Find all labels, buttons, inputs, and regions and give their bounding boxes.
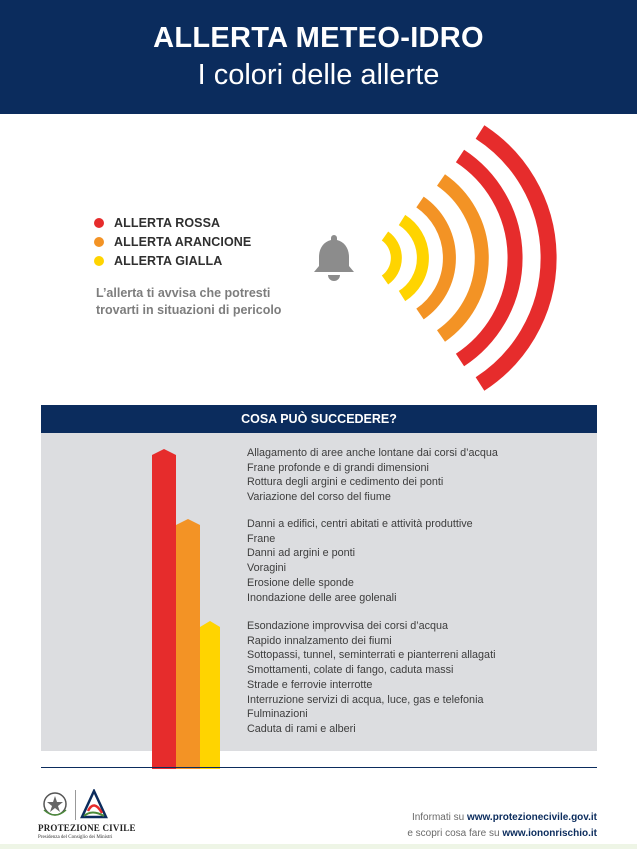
- alert-legend: [94, 213, 251, 270]
- list-item: Fulminazioni: [247, 708, 308, 721]
- yellow-level-bar: [200, 621, 220, 769]
- list-item: Caduta di rami e alberi: [247, 722, 356, 735]
- note-line: L’allerta ti avvisa che potresti: [96, 286, 271, 300]
- list-item: Frane: [247, 532, 276, 545]
- list-item: Danni a edifici, centri abitati e attività produttive: [247, 518, 473, 530]
- list-item: Erosione delle sponde: [247, 576, 354, 589]
- orange-level-bar: [176, 519, 200, 769]
- list-item: Voragini: [247, 562, 287, 575]
- note-line: trovarti in situazioni di pericolo: [96, 303, 282, 317]
- org-name: PROTEZIONE CIVILE: [38, 823, 136, 833]
- alert-signal-waves: [320, 120, 570, 400]
- list-item: Smottamenti, colate di fango, caduta massi: [247, 664, 454, 677]
- section-heading: COSA PUÒ SUCCEDERE?: [41, 405, 597, 433]
- legend-item-gialla: [94, 251, 251, 270]
- list-item: Inondazione delle aree golenali: [247, 591, 397, 604]
- website-link[interactable]: www.protezionecivile.gov.it: [466, 812, 597, 823]
- republic-emblem-icon: [40, 790, 70, 818]
- list-item: Esondazione improvvisa dei corsi d’acqua: [247, 620, 449, 632]
- bottom-strip: [0, 844, 637, 849]
- info-line-1: [407, 810, 597, 826]
- yellow-dot-icon: [94, 256, 104, 266]
- alert-level-bars: [152, 449, 222, 769]
- list-item: Danni ad argini e ponti: [247, 547, 356, 560]
- list-item: Rapido innalzamento dei fiumi: [247, 634, 392, 647]
- info-line-2: [407, 826, 597, 842]
- website-link[interactable]: www.iononrischio.it: [502, 828, 597, 839]
- alert-note: [96, 285, 281, 319]
- info-prefix: e scopri cosa fare su: [407, 828, 503, 839]
- header-banner: [0, 0, 637, 114]
- red-dot-icon: [94, 218, 104, 228]
- consequences-group-rossa: [247, 446, 498, 505]
- legend-label: ALLERTA ARANCIONE: [114, 234, 252, 249]
- list-item: Variazione del corso del fiume: [247, 491, 391, 504]
- list-item: Frane profonde e di grandi dimensioni: [247, 461, 429, 474]
- list-item: Strade e ferrovie interrotte: [247, 678, 373, 691]
- info-prefix: Informati su: [411, 812, 467, 823]
- legend-item-arancione: [94, 232, 251, 251]
- page-title: ALLERTA METEO-IDRO: [153, 22, 484, 54]
- protezione-civile-logo-icon: [80, 789, 108, 819]
- legend-item-rossa: [94, 213, 251, 232]
- orange-dot-icon: [94, 237, 104, 247]
- page-subtitle: I colori delle allerte: [197, 59, 440, 91]
- list-item: Interruzione servizi di acqua, luce, gas e telefonia: [247, 693, 484, 706]
- consequences-group-gialla: [247, 619, 495, 737]
- org-subtitle: Presidenza del Consiglio dei Ministri: [38, 835, 113, 840]
- list-item: Allagamento di aree anche lontane dai corsi d’acqua: [247, 447, 498, 459]
- legend-label: ALLERTA GIALLA: [114, 253, 223, 268]
- consequences-group-arancione: [247, 517, 473, 605]
- list-item: Sottopassi, tunnel, seminterrati e pianterreni allagati: [247, 649, 496, 662]
- logo-separator: [75, 790, 76, 820]
- red-level-bar: [152, 449, 176, 769]
- footer-info: [407, 810, 597, 842]
- list-item: Rottura degli argini e cedimento dei ponti: [247, 476, 444, 489]
- legend-label: ALLERTA ROSSA: [114, 215, 221, 230]
- footer-divider: [41, 767, 597, 768]
